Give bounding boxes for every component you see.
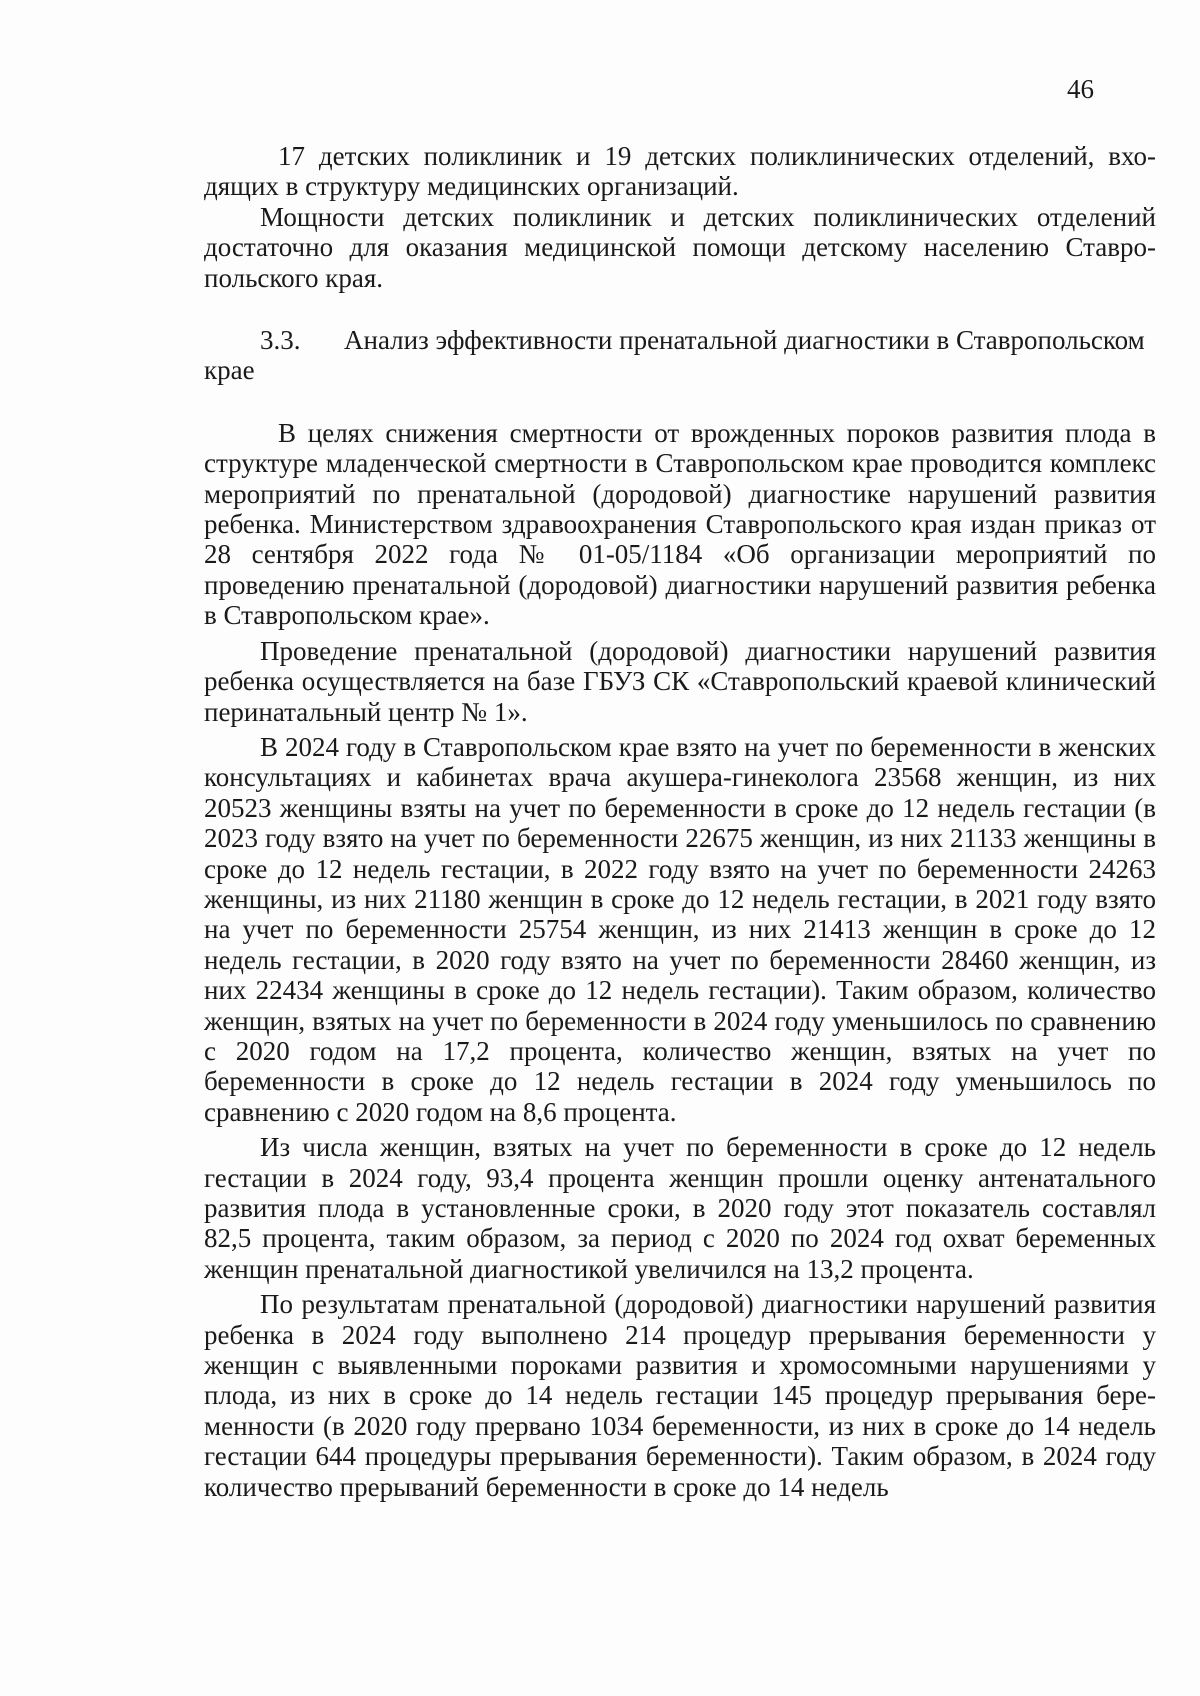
section-number: 3.3. [260,325,301,356]
paragraph-prenatal-measures: В целях снижения смертности от врожденных пороков развития плода в структуре младенческой смертности в Ставропольском крае проводится комплекс мероприятий по пренатальной (дородовой) диагностике нарушений развития ребенка. Министерством здравоохранения Ставропольского края издан приказ от 28 сентября 2022 года № 01-05/1184 «Об организации мероприятий по проведению пренатальной (дородовой) диагностики нарушений развития ребенка в Ставропольском крае». [204,417,1156,631]
document-body [204,141,1156,1502]
paragraph-polyclinics-count: 17 детских поликлиник и 19 детских поликлинических отделений, входящих в структуру медицинских организаций. [204,141,1156,202]
section-title: Анализ эффективности пренатальной диагностики в Ставропольском крае [204,325,1145,386]
paragraph-termination-results: По результатам пренатальной (дородовой) диагностики нарушений развития ребенка в 2024 году выполнено 214 процедур прерывания беременности у женщин с выявленными пороками развития и хромосомными нарушениями у плода, из них в сроке до 14 недель гестации 145 процедур прерывания беременности (в 2020 году прервано 1034 беременности, из них в сроке до 14 недель гестации 644 процедуры прерывания беременности). Таким образом, в 2024 году количество прерываний беременности в сроке до 14 недель [204,1289,1156,1502]
paragraph-polyclinics-capacity: Мощности детских поликлиник и детских поликлинических отделений достаточно для оказания медицинской помощи детскому населению Ставропольского края. [204,201,1156,293]
paragraph-antenatal-assessment: Из числа женщин, взятых на учет по беременности в сроке до 12 недель гестации в 2024 году, 93,4 процента женщин прошли оценку антенатального развития плода в установленные сроки, в 2020 году этот показатель составлял 82,5 процента, таким образом, за период с 2020 по 2024 год охват беременных женщин пренатальной диагностикой увеличился на 13,2 процента. [204,1132,1156,1284]
spacer [204,293,1156,325]
page-number: 46 [1067,74,1094,104]
spacer [204,386,1156,416]
paragraph-registration-stats: В 2024 году в Ставропольском крае взято на учет по беременности в женских консультациях и кабинетах врача акушера-гинеколога 23568 женщин, из них 20523 женщины взяты на учет по беременности в сроке до 12 недель гестации (в 2023 году взято на учет по беременности 22675 женщин, из них 21133 женщины в сроке до 12 недель гестации, в 2022 году взято на учет по беременности 24263 женщины, из них 21180 женщин в сроке до 12 недель гестации, в 2021 году взято на учет по беременности 25754 женщин, из них 21413 женщин в сроке до 12 недель гестации, в 2020 году взято на учет по беременности 28460 женщин, из них 22434 женщины в сроке до 12 недель гестации). Таким образом, количество женщин, взятых на учет по беременности в 2024 году уменьшилось по сравнению с 2020 годом на 17,2 процента, количество женщин, взятых на учет по беременности в сроке до 12 недель гестации в 2024 году уменьшилось по сравнению с 2020 годом на 8,6 процента. [204,731,1156,1127]
section-heading [204,325,1156,386]
paragraph-prenatal-center: Проведение пренатальной (дородовой) диагностики нарушений развития ребенка осуществляется на базе ГБУЗ СК «Ставропольский краевой клинический перинатальный центр № 1». [204,635,1156,727]
